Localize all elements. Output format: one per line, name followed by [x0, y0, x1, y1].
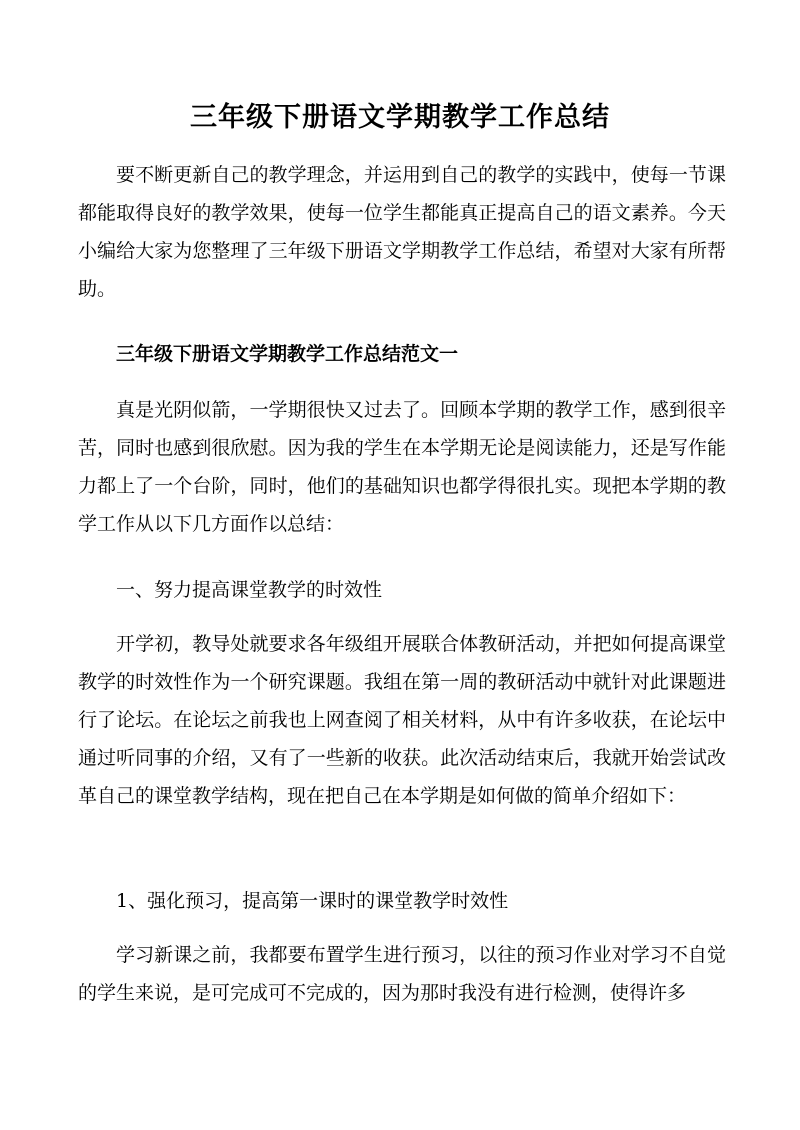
review-paragraph: 真是光阴似箭，一学期很快又过去了。回顾本学期的教学工作，感到很辛苦，同时也感到很欣慰。因为我的学生在本学期无论是阅读能力，还是写作能力都上了一个台阶，同时，他们的基础知识也都学得很扎实。现把本学期的教学工作从以下几方面作以总结： [78, 399, 726, 535]
research-paragraph: 开学初，教导处就要求各年级组开展联合体教研活动，并把如何提高课堂教学的时效性作为一个研究课题。我组在第一周的教研活动中就针对此课题进行了论坛。在论坛之前我也上网查阅了相关材料，从中有许多收获，在论坛中通过听同事的介绍，又有了一些新的收获。此次活动结束后，我就开始尝试改革自己的课堂教学结构，现在把自己在本学期是如何做的简单介绍如下： [78, 633, 726, 807]
section-one-heading: 一、努力提高课堂教学的时效性 [116, 579, 383, 601]
sample-heading: 三年级下册语文学期教学工作总结范文一 [116, 343, 459, 365]
document-title: 三年级下册语文学期教学工作总结 [190, 102, 610, 133]
subsection-one-heading: 1、强化预习，提高第一课时的课堂教学时效性 [116, 890, 509, 912]
intro-paragraph: 要不断更新自己的教学理念，并运用到自己的教学的实践中，使每一节课都能取得良好的教学效果，使每一位学生都能真正提高自己的语文素养。今天小编给大家为您整理了三年级下册语文学期教学工作总结，希望对大家有所帮助。 [78, 164, 726, 300]
preview-paragraph: 学习新课之前，我都要布置学生进行预习，以往的预习作业对学习不自觉的学生来说，是可完成可不完成的，因为那时我没有进行检测，使得许多 [78, 944, 726, 1004]
